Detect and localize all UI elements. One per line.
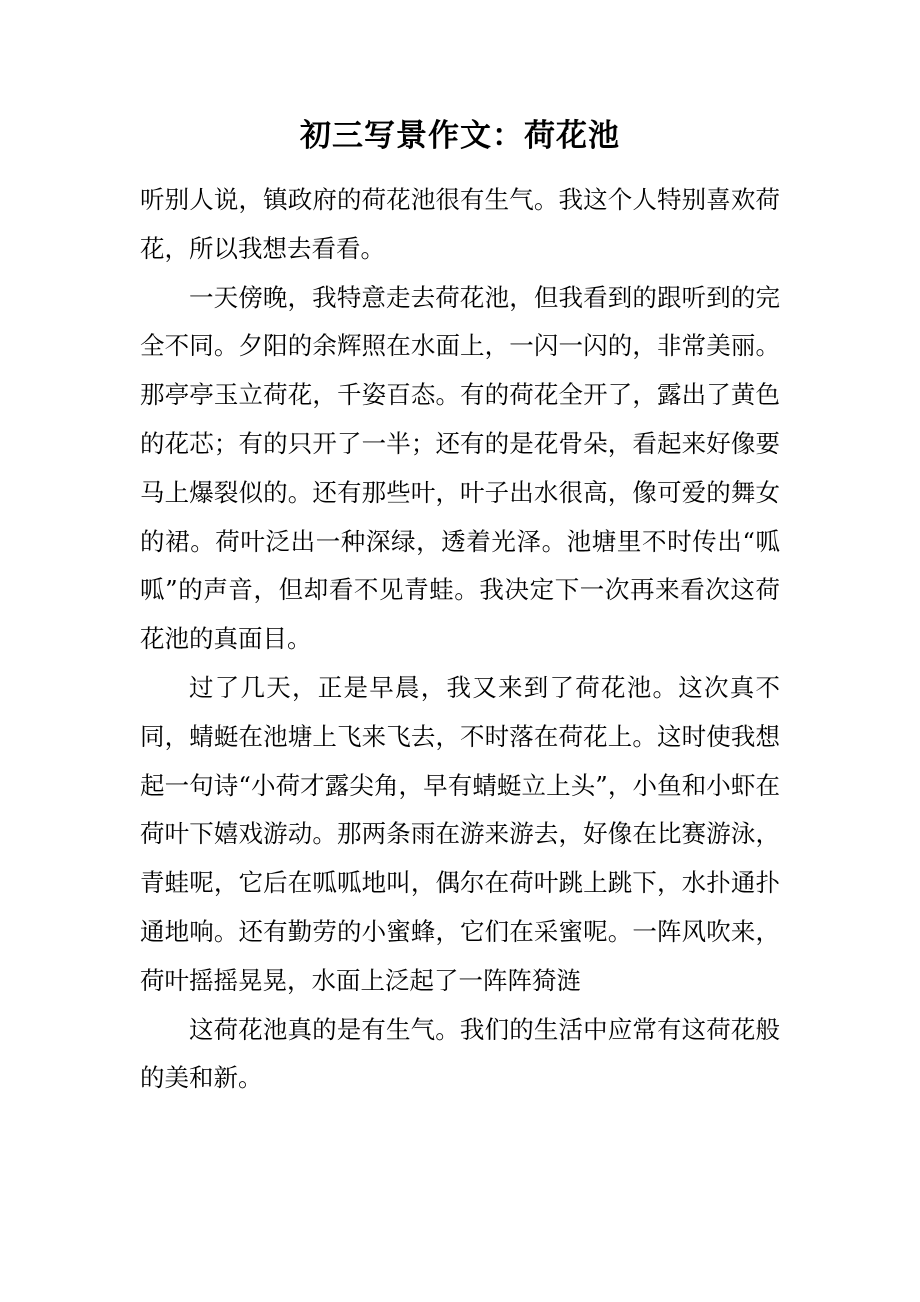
paragraph-evening-visit: 一天傍晚，我特意走去荷花池，但我看到的跟听到的完全不同。夕阳的余辉照在水面上，一闪一闪的，非常美丽。那亭亭玉立荷花，千姿百态。有的荷花全开了，露出了黄色的花芯；有的只开了一半；还有的是花骨朵，看起来好像要马上爆裂似的。还有那些叶，叶子出水很高，像可爱的舞女的裙。荷叶泛出一种深绿，透着光泽。池塘里不时传出“呱呱”的声音，但却看不见青蛙。我决定下一次再来看次这荷花池的真面目。 xyxy=(140,282,780,654)
essay-title: 初三写景作文：荷花池 xyxy=(300,118,620,154)
paragraph-morning-visit: 过了几天，正是早晨，我又来到了荷花池。这次真不同，蜻蜓在池塘上飞来飞去，不时落在荷花上。这时使我想起一句诗“小荷才露尖角，早有蜻蜓立上头”，小鱼和小虾在荷叶下嬉戏游动。那两条雨在游来游去，好像在比赛游泳，青蛙呢，它后在呱呱地叫，偶尔在荷叶跳上跳下，水扑通扑通地响。还有勤劳的小蜜蜂，它们在采蜜呢。一阵风吹来，荷叶摇摇晃晃，水面上泛起了一阵阵猗涟 xyxy=(140,672,780,995)
essay-body xyxy=(140,176,780,1103)
paragraph-intro: 听别人说，镇政府的荷花池很有生气。我这个人特别喜欢荷花，所以我想去看看。 xyxy=(140,185,780,263)
paragraph-conclusion: 这荷花池真的是有生气。我们的生活中应常有这荷花般的美和新。 xyxy=(140,1014,780,1093)
